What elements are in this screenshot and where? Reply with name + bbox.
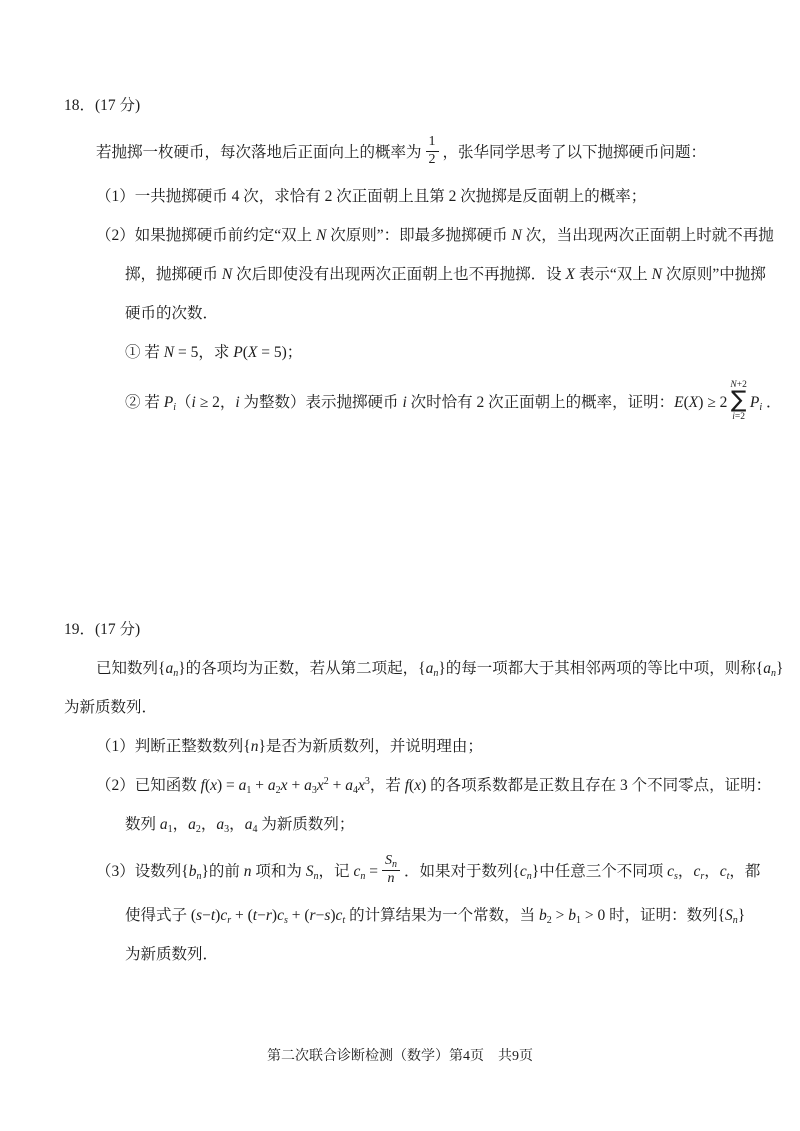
q18-intro-post: ，张华同学思考了以下抛掷硬币问题： <box>442 144 707 161</box>
fraction-one-half <box>426 134 439 167</box>
summation <box>730 380 746 423</box>
q18-intro-line <box>64 125 740 177</box>
q19-part2-line1: （2）已知函数 $f(x) = a_1 + a_2x + a_3x^2 + a_4x^3$，若 f(x) 的各项系数都是正数且存在 3 个不同零点，证明： <box>96 776 772 796</box>
page-footer: 第二次联合诊断检测（数学）第4页 共9页 <box>267 1049 533 1064</box>
q19-part3-pre: （3）设数列$\{b_n\}$的前 n 项和为 $S_n$，记 $c_n$ = <box>96 863 378 882</box>
q18-part2-item2 <box>64 372 782 430</box>
q18-part2-item1: ① 若 N = 5，求 P(X = 5)； <box>125 344 303 361</box>
q19-part3-line3: 为新质数列． <box>125 946 219 963</box>
fraction-denominator: n <box>387 870 395 886</box>
summation-lower-limit: i=2 <box>732 411 746 422</box>
q18-part2-line2: 掷，抛掷硬币 N 次后即使没有出现两次正面朝上也不再抛掷．设 X 表示“双上 N 次原则”中抛掷 <box>125 266 766 283</box>
q19-part3-line1 <box>64 844 761 896</box>
q18-part2-line1: （2）如果抛掷硬币前约定“双上 N 次原则”：即最多抛掷硬币 N 次，当出现两次正面朝上时就不再抛 <box>96 227 774 244</box>
q18-intro-pre: 若抛掷一枚硬币，每次落地后正面向上的概率为 <box>96 144 422 161</box>
fraction-numerator: 1 <box>426 134 439 151</box>
q19-part1: （1）判断正整数数列{n}是否为新质数列，并说明理由； <box>96 738 483 755</box>
fraction-sn-over-n <box>382 853 400 886</box>
fraction-numerator: $S_n$ <box>382 853 400 870</box>
q18-item2-post: $P_i$ ． <box>749 394 782 413</box>
question-19-number: 19．(17 分) <box>64 621 141 638</box>
question-18 <box>64 86 782 430</box>
q18-part2-line3: 硬币的次数． <box>125 305 219 322</box>
q19-part2-line2: 数列 $a_1$，$a_2$，$a_3$，$a_4$ 为新质数列； <box>125 816 355 835</box>
sigma-icon: ∑ <box>730 387 747 414</box>
q19-intro-line1: 已知数列$\{a_n\}$的各项均为正数，若从第二项起，$\{a_n\}$的每一项都大于其相邻两项的等比中项，则称$\{a_n\}$ <box>96 660 784 679</box>
question-19 <box>64 610 784 974</box>
q18-item2-pre: ② 若 $P_i(i \ge 2$，i 为整数）表示抛掷硬币 i 次时恰有 2 次正面朝上的概率，证明：E(X) ≥ 2 <box>125 394 728 413</box>
q19-part3-post: ．如果对于数列$\{c_n\}$中任意三个不同项 $c_s$，$c_r$，$c_t$，都 <box>403 863 761 882</box>
q18-part1: （1）一共抛掷硬币 4 次，求恰有 2 次正面朝上且第 2 次抛掷是反面朝上的概率； <box>96 188 647 205</box>
q19-part3-line2: 使得式子 $(s-t)c_r + (t-r)c_s + (r-s)c_t$ 的计算结果为一个常数，当 $b_2 > b_1 > 0$ 时，证明：数列$\{S_n\}$ <box>125 907 746 926</box>
fraction-denominator: 2 <box>428 151 436 167</box>
question-18-number: 18．(17 分) <box>64 97 141 114</box>
q19-intro-line2: 为新质数列． <box>64 699 158 716</box>
summation-upper-limit: N+2 <box>730 379 747 390</box>
